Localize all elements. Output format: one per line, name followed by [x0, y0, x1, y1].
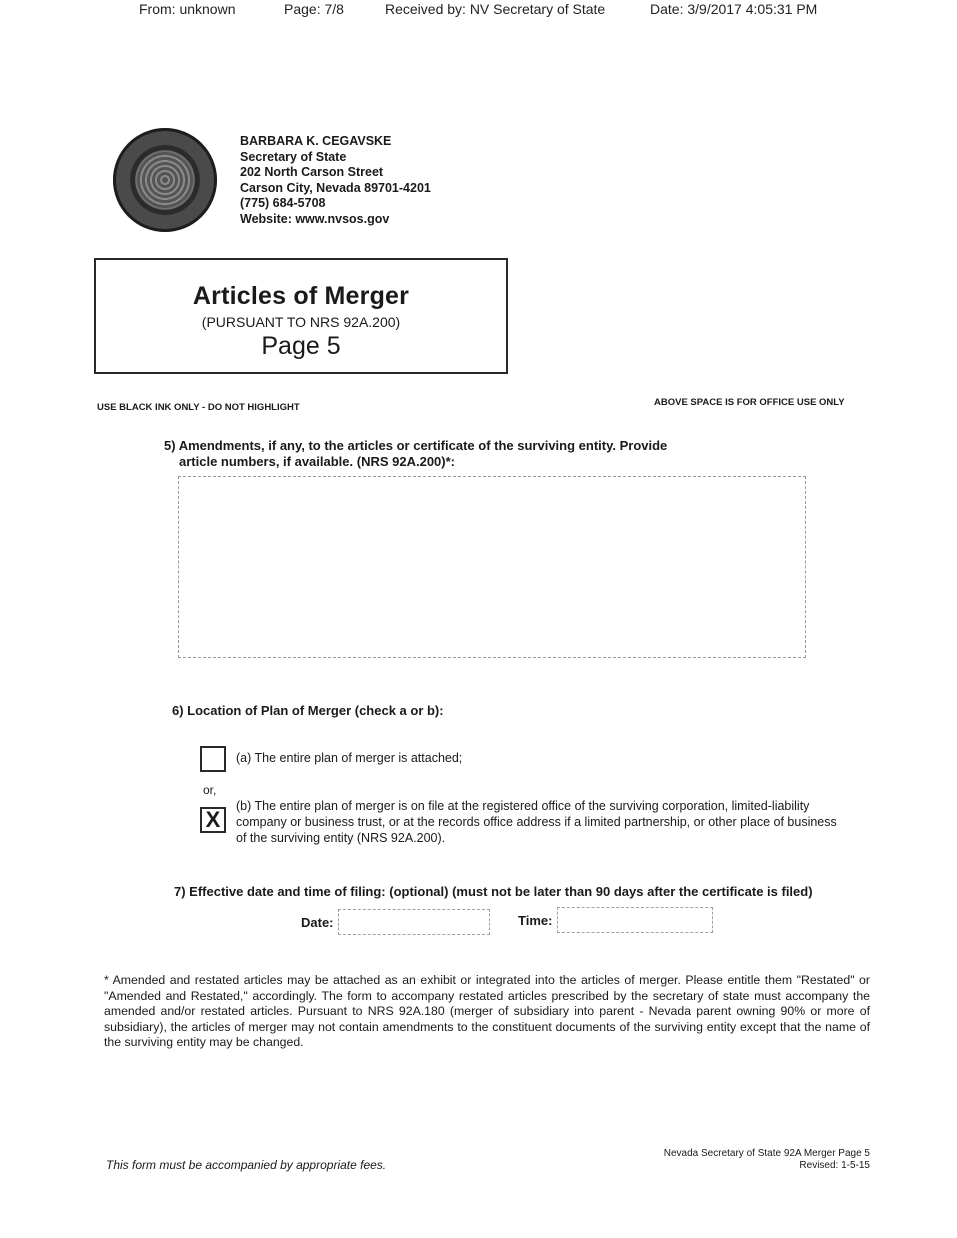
secretary-city: Carson City, Nevada 89701-4201	[240, 180, 431, 195]
section-7-label: 7) Effective date and time of filing: (optional) (must not be later than 90 days after the certificate is filed)	[174, 884, 813, 899]
section-5-line-1: 5) Amendments, if any, to the articles or certificate of the surviving entity. Provide	[164, 438, 668, 453]
secretary-title: Secretary of State	[240, 149, 347, 164]
date-field[interactable]	[338, 909, 490, 935]
fax-page: Page: 7/8	[284, 1, 344, 17]
office-use-note: ABOVE SPACE IS FOR OFFICE USE ONLY	[654, 397, 845, 408]
section-6-label: 6) Location of Plan of Merger (check a or b):	[172, 703, 444, 718]
secretary-website: Website: www.nvsos.gov	[240, 211, 390, 226]
or-separator: or,	[203, 783, 217, 797]
option-b-checkbox[interactable]	[200, 807, 226, 833]
form-subtitle: (PURSUANT TO NRS 92A.200)	[201, 314, 401, 330]
fax-from: From: unknown	[139, 1, 236, 17]
amended-restated-footnote: * Amended and restated articles may be attached as an exhibit or integrated into the articles of merger. Please entitle them "Restated" or "Amended and Restated," accordingly. The form to accompany restated articles prescribed by the secretary of state must accompany the amended and/or restated articles. Pursuant to NRS 92A.180 (merger of subsidiary into parent - Nevada parent owning 90% or more of subsidiary), the articles of merger may not contain amendments to the constituent documents of the surviving entity except that the name of the surviving entity may be changed.	[104, 973, 870, 1049]
ink-instruction: USE BLACK INK ONLY - DO NOT HIGHLIGHT	[97, 402, 300, 413]
form-title-box	[94, 258, 508, 374]
revised-date: Revised: 1-5-15	[799, 1160, 870, 1171]
section-5-label	[164, 438, 764, 470]
form-page-label: Page 5	[261, 332, 341, 360]
time-label: Time:	[518, 913, 553, 928]
option-b-label: (b) The entire plan of merger is on file at the registered office of the surviving corporation, limited-liability company or business trust, or at the records office address if a limited partnership, or other place of business of the surviving entity (NRS 92A.200).	[236, 799, 837, 845]
fax-received: Received by: NV Secretary of State	[385, 1, 606, 17]
secretary-name: BARBARA K. CEGAVSKE	[240, 134, 392, 148]
fax-date: Date: 3/9/2017 4:05:31 PM	[650, 1, 818, 17]
section-5-line-2: article numbers, if available. (NRS 92A.200)*:	[179, 454, 455, 469]
time-field[interactable]	[557, 907, 713, 933]
date-label: Date:	[301, 915, 334, 930]
check-x-icon: X	[205, 807, 221, 832]
fees-note: This form must be accompanied by appropriate fees.	[106, 1158, 387, 1172]
secretary-street: 202 North Carson Street	[240, 165, 384, 179]
amendments-field[interactable]	[178, 476, 806, 658]
secretary-phone: (775) 684-5708	[240, 196, 326, 210]
form-id: Nevada Secretary of State 92A Merger Page 5	[663, 1148, 870, 1159]
nevada-state-seal-icon	[113, 128, 217, 232]
option-a-checkbox[interactable]	[200, 746, 226, 772]
form-identifier	[640, 1148, 870, 1172]
option-a-label: (a) The entire plan of merger is attached;	[236, 751, 463, 765]
secretary-of-state-address	[240, 134, 431, 227]
form-title: Articles of Merger	[192, 282, 410, 310]
